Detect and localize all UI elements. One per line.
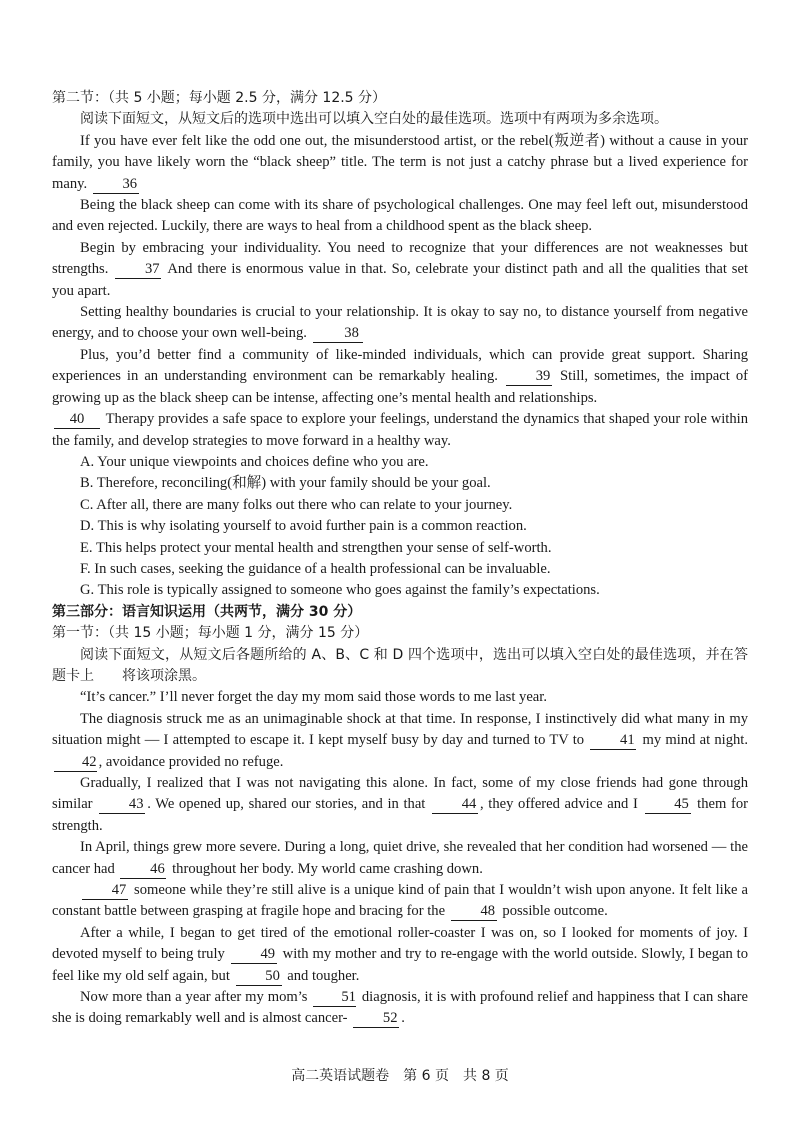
blank-49: 49 — [231, 946, 277, 964]
option-e: E. This helps protect your mental health and strengthen your sense of self-worth. — [80, 539, 552, 556]
options-list — [52, 452, 748, 602]
option-a: A. Your unique viewpoints and choices define who you are. — [80, 453, 429, 470]
cloze-paragraph-4: In April, things grew more severe. During a long, quiet drive, she revealed that her condition had worsened — the cancer had 46 throughout her body. My world came crashing down. — [52, 839, 748, 877]
cloze-paragraph-3: Gradually, I realized that I was not navigating this alone. In fact, some of my close friends had gone through similar 43 . We opened up, shared our stories, and in that 44 , they offered advice and I 45 them for strength. — [52, 775, 748, 834]
section2-heading: 第二节：（共 5 小题；每小题 2.5 分，满分 12.5 分） — [52, 90, 387, 106]
passage-paragraph-2: Being the black sheep can come with its share of psychological challenges. One may feel left out, misunderstood and even rejected. Luckily, there are ways to heal from a childhood spent as the black sheep. — [52, 197, 748, 235]
blank-41: 41 — [590, 732, 636, 750]
blank-36: 36 — [93, 176, 139, 194]
cloze-paragraph-2: The diagnosis struck me as an unimaginable shock at that time. In response, I instinctively did what many in my situation might — I attempted to escape it. I kept myself busy by day and turned to TV to 41 my mind at night. 42 , avoidance provided no refuge. — [52, 710, 749, 770]
blank-37: 37 — [115, 261, 161, 279]
cloze-paragraph-5: 47 someone while they’re still alive is a unique kind of pain that I wouldn’t wish upon anyone. It felt like a constant battle between grasping at fragile hope and bracing for the 48 possible outcome. — [52, 882, 748, 920]
blank-38: 38 — [313, 325, 363, 343]
option-f: F. In such cases, seeking the guidance of a health professional can be invaluable. — [80, 560, 551, 577]
option-g: G. This role is typically assigned to someone who goes against the family’s expectations. — [80, 582, 600, 599]
part3-instruction: 阅读下面短文，从短文后各题所给的 A、B、C 和 D 四个选项中，选出可以填入空白处的最佳选项，并在答题卡上 将该项涂黑。 — [52, 646, 748, 684]
cloze-paragraph-7: Now more than a year after my mom’s 51 diagnosis, it is with profound relief and happiness that I can share she is doing remarkably well and is almost cancer- 52 . — [52, 989, 748, 1027]
blank-50: 50 — [236, 968, 282, 986]
page-footer: 高二英语试题卷 第 6 页 共 8 页 — [291, 1068, 509, 1084]
cloze-paragraph-1: “It’s cancer.” I’ll never forget the day my mom said those words to me last year. — [80, 689, 547, 706]
passage-paragraph-4: Setting healthy boundaries is crucial to your relationship. It is okay to say no, to distance yourself from negative energy, and to choose your own well-being. 38 — [52, 304, 748, 342]
blank-46: 46 — [120, 861, 166, 879]
blank-45: 45 — [645, 796, 691, 814]
blank-47: 47 — [82, 882, 128, 900]
passage-paragraph-5: Plus, you’d better find a community of like-minded individuals, which can provide great support. Sharing experiences in an understanding environment can be remarkably healing. 39 Still, sometimes, the impact of growing up as the black sheep can be intense, affecting one’s mental health and relationships. — [52, 346, 748, 406]
blank-52: 52 — [353, 1010, 399, 1028]
option-d: D. This is why isolating yourself to avoid further pain is a common reaction. — [80, 518, 527, 535]
passage-paragraph-6: 40 Therapy provides a safe space to explore your feelings, understand the dynamics that shaped your role within the family, and develop strategies to move forward in a healthy way. — [52, 411, 748, 449]
cloze-paragraph-6: After a while, I began to get tired of the emotional roller-coaster I was on, so I looked for moments of joy. I devoted myself to being truly 49 with my mother and try to re-engage with the world outside. Slowly, I began to feel like my old self again, but 50 and tougher. — [52, 924, 749, 984]
blank-44: 44 — [432, 796, 478, 814]
blank-43: 43 — [99, 796, 145, 814]
part3-heading: 第三部分：语言知识运用（共两节，满分 30 分） — [52, 603, 362, 620]
blank-42: 42 — [54, 754, 97, 772]
blank-39: 39 — [506, 368, 552, 386]
blank-40: 40 — [54, 411, 100, 429]
option-b: B. Therefore, reconciling(和解) with your family should be your goal. — [80, 475, 491, 492]
blank-51: 51 — [313, 989, 356, 1007]
blank-48: 48 — [451, 903, 497, 921]
section2-instruction: 阅读下面短文，从短文后的选项中选出可以填入空白处的最佳选项。选项中有两项为多余选项。 — [80, 111, 668, 128]
passage-paragraph-3: Begin by embracing your individuality. You need to recognize that your differences are not weaknesses but strengths. 37 And there is enormous value in that. So, celebrate your distinct path and all the qualities that set you apart. — [52, 239, 748, 299]
part3-section1-heading: 第一节：（共 15 小题；每小题 1 分，满分 15 分） — [52, 625, 369, 642]
passage-paragraph-1: If you have ever felt like the odd one out, the misunderstood artist, or the rebel(叛逆者) without a cause in your family, you have likely worn the “black sheep” title. The term is not just a catchy phrase but a lived experience for many. 36 — [52, 132, 748, 192]
option-c: C. After all, there are many folks out there who can relate to your journey. — [80, 496, 513, 513]
